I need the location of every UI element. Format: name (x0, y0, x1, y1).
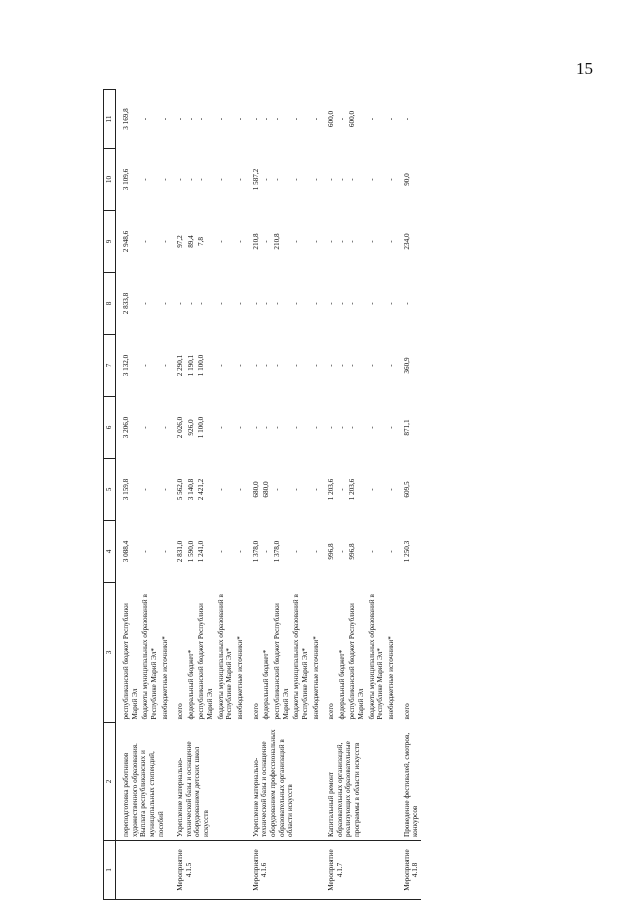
amount-cell: - (141, 178, 150, 181)
amount-cell: - (367, 240, 376, 243)
amount-cell: 2 833,8 (122, 292, 130, 315)
amount-cell: 600,0 (327, 110, 336, 128)
amount-cell: - (387, 302, 396, 305)
amount-cell: - (387, 240, 396, 243)
amount-cell: - (348, 364, 357, 367)
amount-cell: - (292, 488, 301, 491)
amount-cell: - (327, 426, 336, 429)
event-name-cell: Укрепление материально-технической базы и оснащение оборудованием профессиональных образовательных организаций в области искусств (246, 723, 321, 841)
amount-cell: - (262, 364, 271, 367)
amount-cell: - (367, 488, 376, 491)
event-code-cell: Мероприятие 4.1.7 (321, 841, 396, 900)
funding-source-cell: федеральный бюджет* (262, 649, 271, 720)
amount-cell: 600,0 (348, 110, 357, 128)
column-header: 9 (104, 211, 116, 273)
amount-cell: - (262, 550, 271, 553)
event-name-cell: Проведение фестивалей, смотров, конкурсов (397, 723, 421, 841)
amount-cell: - (216, 550, 225, 553)
amount-cell: - (311, 364, 320, 367)
amount-cell: - (367, 178, 376, 181)
funding-source-cell: бюджеты муниципальных образований в Республике Марий Эл* (292, 594, 309, 720)
amount-cell: - (311, 302, 320, 305)
rotated-table-sheet (103, 90, 633, 900)
amount-cell: 680,0 (251, 481, 260, 498)
amount-cell: 5 562,0 (176, 478, 185, 501)
amount-cell: 1 378,0 (251, 540, 260, 563)
column-header: 2 (104, 723, 116, 841)
funding-source-cell: федеральный бюджет* (186, 649, 195, 720)
amount-cell: - (176, 302, 185, 305)
amount-cell: - (197, 302, 206, 305)
funding-source-cell: всего (402, 703, 411, 720)
funding-source-cell: республиканский бюджет Республики Марий Эл (197, 603, 215, 720)
amount-cell: - (311, 488, 320, 491)
funding-source-cell: всего (176, 703, 185, 720)
amount-cell: - (387, 488, 396, 491)
amount-cell: 1 203,6 (348, 478, 357, 501)
amount-cell: - (160, 550, 169, 553)
table-body (116, 90, 421, 900)
amount-cell: - (236, 550, 245, 553)
amount-cell: - (160, 302, 169, 305)
amount-cell: 680,0 (262, 481, 271, 498)
amount-cell: - (272, 178, 281, 181)
amount-cell: - (292, 302, 301, 305)
amount-cell: 1 100,0 (197, 354, 206, 377)
amount-cell: - (348, 302, 357, 305)
amount-cell: - (216, 178, 225, 181)
amount-cell: 89,4 (186, 235, 195, 248)
amount-cell: 1 250,3 (402, 540, 411, 563)
amount-cell: - (272, 364, 281, 367)
amount-cell: - (292, 364, 301, 367)
amount-cell: - (141, 488, 150, 491)
amount-cell: 2 948,6 (122, 230, 130, 253)
amount-cell: - (311, 117, 320, 121)
column-header: 3 (104, 583, 116, 723)
amount-cell: - (236, 302, 245, 305)
amount-cell: - (327, 302, 336, 305)
amount-cell: 3 206,0 (122, 416, 130, 439)
amount-cell: 3 140,8 (186, 478, 195, 501)
amount-cell: 1 203,6 (327, 478, 336, 501)
column-header: 1 (104, 841, 116, 900)
amount-cell: - (141, 117, 150, 121)
budget-table (103, 89, 421, 900)
amount-cell: 609,5 (402, 481, 411, 498)
amount-cell: - (251, 117, 260, 121)
amount-cell: - (186, 178, 195, 181)
funding-source-cell: всего (327, 703, 336, 720)
amount-cell: 97,2 (176, 235, 185, 248)
amount-cell: 360,9 (402, 357, 411, 374)
table-row (116, 90, 141, 900)
amount-cell: - (327, 178, 336, 181)
amount-cell: 3 132,0 (122, 354, 130, 377)
amount-cell: - (160, 364, 169, 367)
amount-cell: - (387, 117, 396, 121)
table-row (246, 90, 262, 900)
amount-cell: 996,8 (348, 543, 357, 560)
amount-cell: - (262, 178, 271, 181)
amount-cell: 2 290,1 (176, 354, 185, 377)
amount-cell: - (216, 117, 225, 121)
amount-cell: 1 590,0 (186, 540, 195, 563)
amount-cell: - (236, 488, 245, 491)
amount-cell: - (387, 178, 396, 181)
funding-source-cell: республиканский бюджет Республики Марий Эл (272, 603, 290, 720)
amount-cell: 210,8 (272, 233, 281, 250)
funding-source-cell: бюджеты муниципальных образований в Республике Марий Эл* (367, 594, 385, 720)
event-name-cell: Капитальный ремонт образовательных организаций, реализующих образовательные программы в области искусств (321, 723, 396, 841)
event-code-cell: Мероприятие 4.1.8 (397, 841, 421, 900)
table-row (321, 90, 337, 900)
amount-cell: 926,0 (186, 419, 195, 436)
amount-cell: - (337, 178, 346, 181)
amount-cell: - (141, 426, 150, 429)
amount-cell: - (186, 117, 195, 121)
column-header: 4 (104, 521, 116, 583)
column-header: 6 (104, 397, 116, 459)
table-row (170, 90, 186, 900)
funding-source-cell: всего (251, 703, 260, 720)
amount-cell: - (387, 364, 396, 367)
amount-cell: - (236, 426, 245, 429)
table-row (397, 90, 421, 900)
amount-cell: 996,8 (327, 543, 336, 560)
amount-cell: 210,8 (251, 233, 260, 250)
funding-source-cell: республиканский бюджет Республики Марий Эл (348, 603, 366, 720)
amount-cell: - (367, 117, 376, 121)
amount-cell: - (337, 488, 346, 491)
amount-cell: 234,0 (402, 233, 411, 250)
amount-cell: - (337, 117, 346, 121)
amount-cell: - (236, 117, 245, 121)
funding-source-cell: внебюджетные источники* (387, 636, 396, 720)
amount-cell: - (348, 240, 357, 243)
amount-cell: 871,1 (402, 419, 411, 436)
amount-cell: 7,8 (197, 237, 206, 246)
amount-cell: - (141, 364, 150, 367)
amount-cell: - (197, 178, 206, 181)
amount-cell: 3 159,8 (122, 478, 130, 501)
amount-cell: - (141, 550, 150, 553)
amount-cell: - (367, 550, 376, 553)
amount-cell: - (236, 240, 245, 243)
funding-source-cell: бюджеты муниципальных образований в Республике Марий Эл* (216, 594, 234, 720)
amount-cell: - (272, 426, 281, 429)
amount-cell: - (216, 426, 225, 429)
funding-source-cell: внебюджетные источники* (311, 636, 320, 720)
amount-cell: - (367, 302, 376, 305)
amount-cell: - (216, 302, 225, 305)
amount-cell: - (348, 426, 357, 429)
amount-cell: - (367, 364, 376, 367)
amount-cell: 1 241,0 (197, 540, 206, 563)
amount-cell: - (197, 117, 206, 121)
amount-cell: 1 378,0 (272, 540, 281, 563)
amount-cell: - (141, 240, 150, 243)
column-number-header (104, 90, 116, 900)
amount-cell: - (141, 302, 150, 305)
funding-source-cell: бюджеты муниципальных образований в Республике Марий Эл* (141, 594, 158, 720)
event-code-cell (116, 841, 171, 900)
amount-cell: 2 831,0 (176, 540, 185, 563)
amount-cell: - (251, 302, 260, 305)
amount-cell: - (236, 364, 245, 367)
amount-cell: - (311, 240, 320, 243)
amount-cell: - (160, 426, 169, 429)
amount-cell: - (216, 364, 225, 367)
amount-cell: 3 109,6 (122, 168, 130, 191)
column-header: 7 (104, 335, 116, 397)
amount-cell: - (337, 550, 346, 553)
amount-cell: - (236, 178, 245, 181)
event-code-cell: Мероприятие 4.1.6 (246, 841, 321, 900)
amount-cell: - (337, 302, 346, 305)
amount-cell: - (272, 117, 281, 121)
funding-source-cell: федеральный бюджет* (337, 649, 346, 720)
amount-cell: - (292, 178, 301, 181)
column-header: 5 (104, 459, 116, 521)
amount-cell: - (402, 302, 411, 305)
column-header: 11 (104, 90, 116, 149)
amount-cell: - (176, 178, 185, 181)
amount-cell: - (327, 240, 336, 243)
amount-cell: - (387, 426, 396, 429)
amount-cell: - (387, 550, 396, 553)
amount-cell: - (311, 178, 320, 181)
amount-cell: 1 587,2 (251, 168, 260, 191)
event-code-cell: Мероприятие 4.1.5 (170, 841, 245, 900)
amount-cell: - (262, 302, 271, 305)
amount-cell: 1 190,1 (186, 354, 195, 377)
page-number: 15 (576, 59, 593, 78)
amount-cell: - (262, 426, 271, 429)
amount-cell: - (292, 240, 301, 243)
amount-cell: - (272, 488, 281, 491)
amount-cell: 3 088,4 (122, 540, 130, 563)
amount-cell: - (348, 178, 357, 181)
amount-cell: - (251, 364, 260, 367)
funding-source-cell: республиканский бюджет Республики Марий Эл (122, 603, 139, 720)
amount-cell: - (186, 302, 195, 305)
column-header: 8 (104, 273, 116, 335)
amount-cell: - (337, 364, 346, 367)
amount-cell: 90,0 (402, 173, 411, 186)
amount-cell: 2 421,2 (197, 478, 206, 501)
amount-cell: - (176, 117, 185, 121)
funding-source-cell: внебюджетные источники* (160, 636, 169, 720)
event-name-cell: переподготовка работников художественного образования. Выплата республиканских и муниципальных стипендий, пособий (116, 723, 171, 841)
amount-cell: - (160, 240, 169, 243)
amount-cell: 3 169,8 (122, 108, 130, 130)
amount-cell: 1 100,0 (197, 416, 206, 439)
column-header: 10 (104, 149, 116, 211)
amount-cell: 2 026,0 (176, 416, 185, 439)
amount-cell: - (160, 117, 169, 121)
amount-cell: - (292, 426, 301, 429)
amount-cell: - (367, 426, 376, 429)
amount-cell: - (262, 240, 271, 243)
amount-cell: - (272, 302, 281, 305)
amount-cell: - (160, 178, 169, 181)
amount-cell: - (311, 550, 320, 553)
amount-cell: - (160, 488, 169, 491)
amount-cell: - (292, 550, 301, 553)
amount-cell: - (292, 117, 301, 121)
amount-cell: - (337, 240, 346, 243)
amount-cell: - (216, 240, 225, 243)
amount-cell: - (402, 117, 411, 121)
amount-cell: - (262, 117, 271, 121)
event-name-cell: Укрепление материально-технической базы и оснащение оборудованием детских школ искусств (170, 723, 245, 841)
amount-cell: - (327, 364, 336, 367)
amount-cell: - (216, 488, 225, 491)
amount-cell: - (337, 426, 346, 429)
amount-cell: - (311, 426, 320, 429)
amount-cell: - (251, 426, 260, 429)
funding-source-cell: внебюджетные источники* (236, 636, 245, 720)
